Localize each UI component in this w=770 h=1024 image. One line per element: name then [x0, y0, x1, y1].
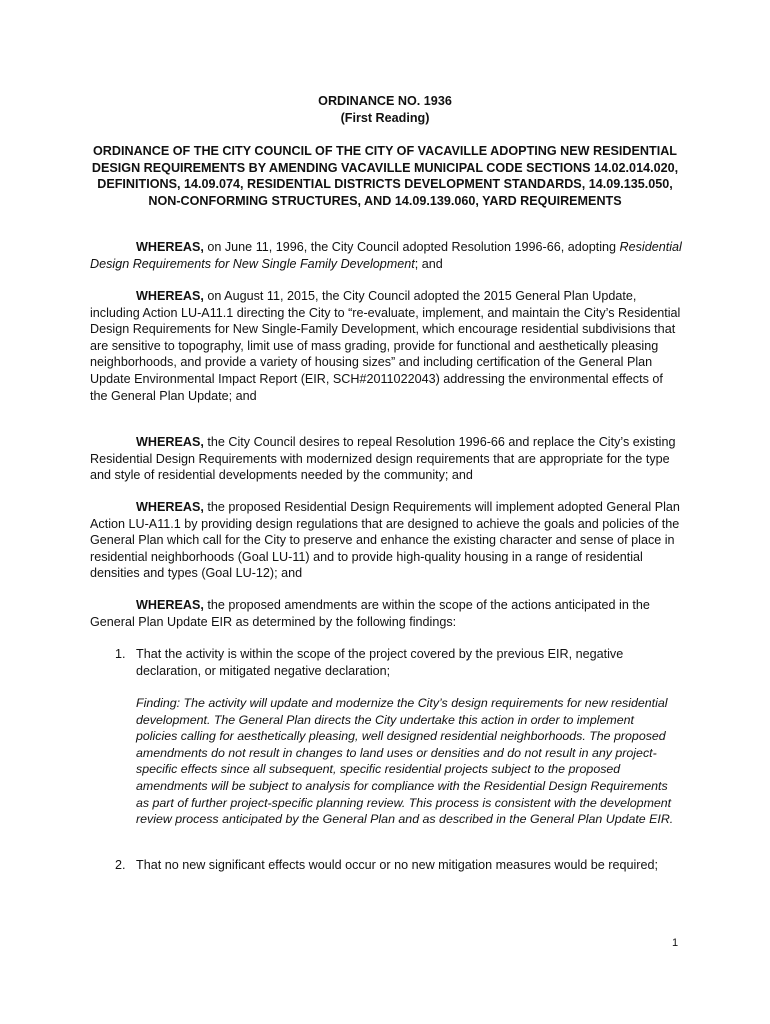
finding-item-text: That no new significant effects would occur or no new mitigation measures would be required; [136, 858, 658, 872]
whereas-paragraph-3 [90, 434, 682, 484]
whereas-text: the proposed amendments are within the scope of the actions anticipated in the General Plan Update EIR as determined by the following findings: [90, 598, 650, 629]
whereas-text: on August 11, 2015, the City Council adopted the 2015 General Plan Update, including Action LU-A11.1 directing the City to “re-evaluate, implement, and maintain the City’s Residential Design Requirements for New Single-Family Development, which encourage residential subdivisions that are sensitive to topography, limit use of mass grading, provide for functional and aesthetically pleasing neighborhoods, and provide a variety of housing sizes” and including certification of the General Plan Update Environmental Impact Report (EIR, SCH#2011022043) addressing the environmental effects of the General Plan Update; and [90, 289, 681, 403]
finding-item-text: That the activity is within the scope of the project covered by the previous EIR, negative declaration, or mitigated negative declaration; [136, 647, 624, 678]
whereas-lead: WHEREAS, [136, 435, 204, 449]
whereas-paragraph-4 [90, 499, 682, 582]
whereas-text: the City Council desires to repeal Resolution 1996-66 and replace the City’s existing Residential Design Requirements with modernized design requirements that are appropriate for the type and style of residential developments needed by the community; and [90, 435, 676, 483]
whereas-lead: WHEREAS, [136, 500, 204, 514]
whereas-paragraph-2 [90, 288, 682, 404]
whereas-tail: ; and [414, 256, 443, 271]
list-number: 1. [115, 647, 126, 661]
list-number: 2. [115, 858, 126, 872]
reading-label: (First Reading) [340, 111, 430, 125]
whereas-paragraph-1 [90, 239, 682, 272]
whereas-text: the proposed Residential Design Requirements will implement adopted General Plan Action LU-A11.1 by providing design regulations that are designed to achieve the goals and policies of the General Plan which call for the City to preserve and enhance the existing character and sense of place in residential neighborhoods (Goal LU-11) and to provide high-quality housing in a range of residential densities and types (Goal LU-12); and [90, 500, 680, 581]
ordinance-number: ORDINANCE NO. 1936 [318, 94, 452, 108]
page-number: 1 [672, 937, 679, 949]
finding-1-explanation: Finding: The activity will update and modernize the City’s design requirements for new residential development. The General Plan directs the City undertake this action in order to implement policies calling for aesthetically pleasing, well designed residential neighborhoods. The proposed amendments do not result in changes to land uses or densities and do not result in any project-specific effects since all subsequent, specific residential projects subject to the proposed amendments will be subject to analysis for compliance with the Residential Design Requirements as part of further project-specific planning review. This process is consistent with the development review process anticipated by the General Plan and as described in the General Plan Update EIR. [136, 696, 674, 827]
whereas-text: on June 11, 1996, the City Council adopted Resolution 1996-66, adopting [203, 240, 620, 254]
whereas-lead: WHEREAS, [136, 289, 204, 303]
finding-item-1 [115, 646, 675, 679]
whereas-lead: WHEREAS, [136, 240, 204, 254]
ordinance-title: ORDINANCE OF THE CITY COUNCIL OF THE CITY OF VACAVILLE ADOPTING NEW RESIDENTIAL DESIGN REQUIREMENTS BY AMENDING VACAVILLE MUNICIPAL CODE SECTIONS 14.02.014.020, DEFINITIONS, 14.09.074, RESIDENTIAL DISTRICTS DEVELOPMENT STANDARDS, 14.09.135.050, NON-CONFORMING STRUCTURES, AND 14.09.139.060, YARD REQUIREMENTS [91, 144, 679, 208]
whereas-lead: WHEREAS, [136, 598, 204, 612]
finding-item-2 [115, 857, 675, 874]
whereas-paragraph-5 [90, 597, 682, 630]
whereas-italic-title: Residential Design Requirements for New Single Family Development [90, 240, 682, 271]
